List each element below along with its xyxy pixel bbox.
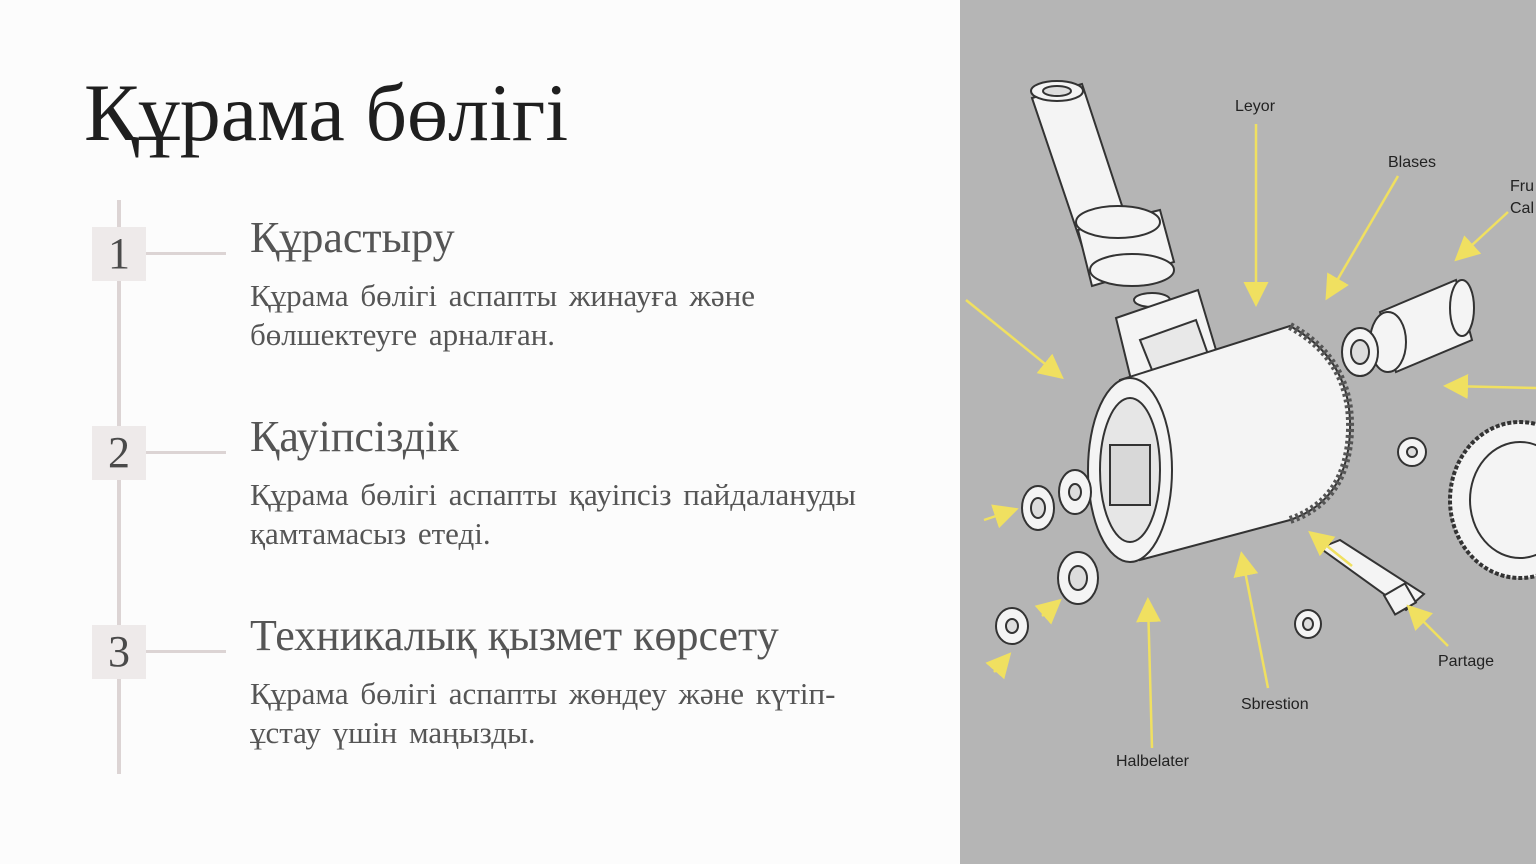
label-halbelater: Halbelater <box>1116 753 1189 770</box>
label-blases: Blases <box>1388 154 1437 171</box>
label-fru: Fru <box>1510 178 1534 195</box>
step-number: 3 <box>92 625 146 679</box>
label-partage: Partage <box>1438 653 1495 670</box>
step-connector <box>146 650 226 653</box>
step-number: 2 <box>92 426 146 480</box>
label-leyor: Leyor <box>1235 98 1276 115</box>
step-connector <box>146 451 226 454</box>
step-connector <box>146 252 226 255</box>
step-heading: Қауіпсіздік <box>250 412 459 461</box>
label-cal: Cal <box>1510 200 1535 217</box>
step-description: Құрама бөлігі аспапты қауіпсіз пайдалануды қамтамасыз етеді. <box>250 477 856 551</box>
step-heading: Техникалық қызмет көрсету <box>250 611 779 660</box>
step-description: Құрама бөлігі аспапты жөндеу және күтіп-ұстау үшін маңызды. <box>250 676 836 750</box>
step-number: 1 <box>92 227 146 281</box>
label-sbrestion: Sbrestion <box>1241 696 1309 713</box>
exploded-diagram <box>960 0 1536 864</box>
step-heading: Құрастыру <box>250 213 455 262</box>
exploded-view-image <box>960 0 1536 864</box>
slide-title: Құрама бөлігі <box>84 67 569 158</box>
timeline-line <box>117 200 121 774</box>
step-description: Құрама бөлігі аспапты жинауға және бөлшектеуге арналған. <box>250 278 755 352</box>
